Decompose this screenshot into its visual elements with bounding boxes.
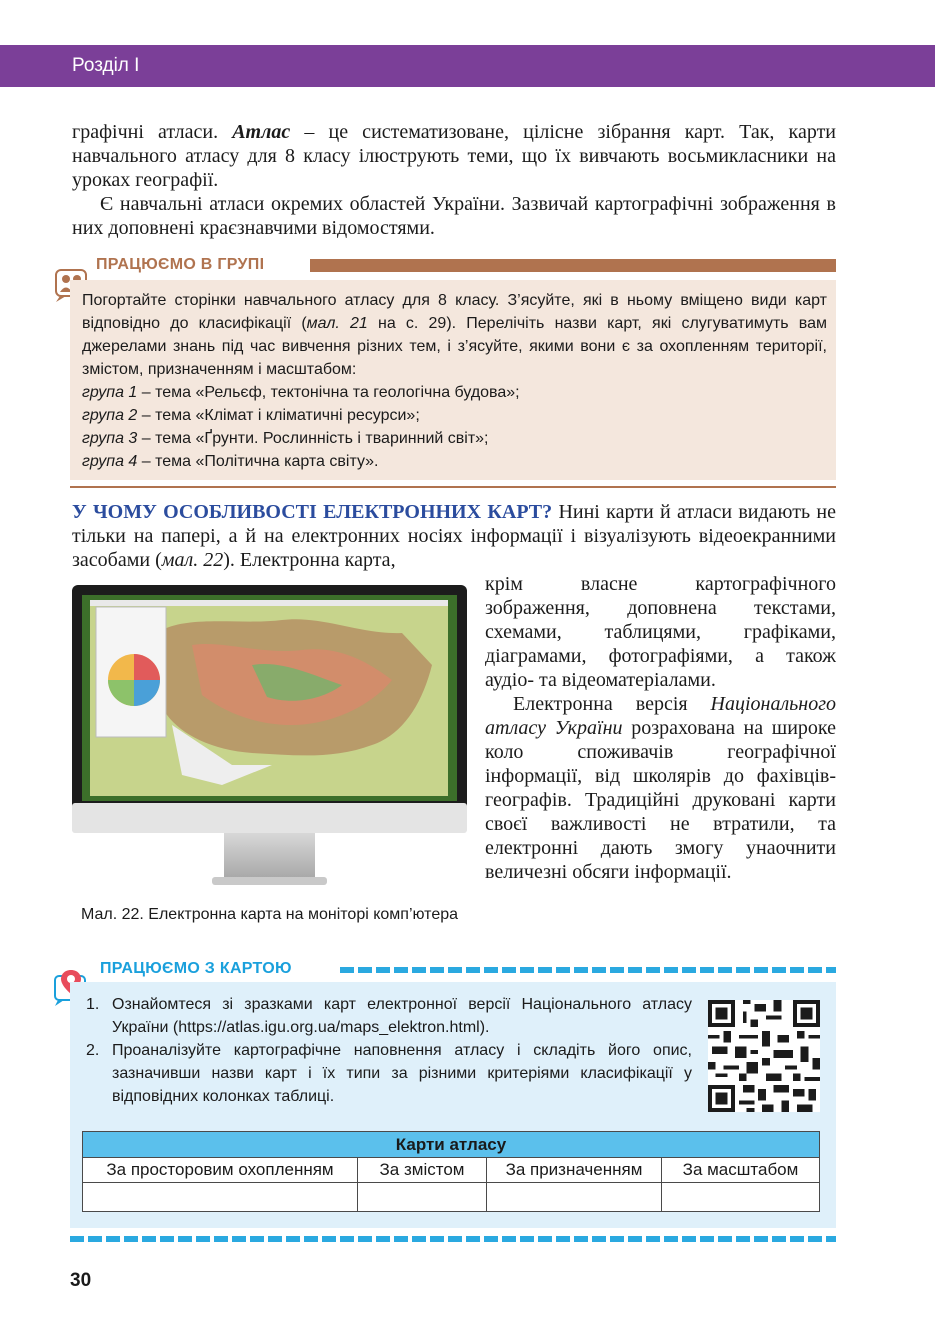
group-work-title-bar (310, 259, 836, 272)
electronic-maps-body (485, 572, 836, 884)
section-label: Розділ І (72, 55, 140, 76)
body-paragraph-2: Електронна версія Національного атласу України розрахована на широке коло споживачів географічної інформації, від школярів до фахівців-географів. Традиційні друковані карти своєї важливості не втратили, та електронні дають змогу унаочнити величезні обсяги інформації. (485, 693, 836, 883)
electronic-maps-lead: У ЧОМУ ОСОБЛИВОСТІ ЕЛЕКТРОННИХ КАРТ? Нині карти й атласи видають не тільки на папері, а й на електронних носіях інформації і візуалізують відеоекранними засобами (мал. 22). Електронна карта, (72, 501, 836, 571)
table-cell[interactable] (358, 1183, 487, 1212)
group-work-title-row (96, 256, 836, 276)
table-cell[interactable] (83, 1183, 358, 1212)
map-work-title: ПРАЦЮЄМО З КАРТОЮ (100, 960, 292, 977)
map-work-title-rule (340, 967, 836, 973)
group-work-instructions: Погортайте сторінки навчального атласу для 8 класу. З’ясуйте, які в ньому вміщено види карт відповідно до класифікації (мал. 21 на с. 29). Перелічіть назви карт, які слугуватимуть вам джерелами знань під час вивчення різних тем, і з’ясуйте, якими вони є за охопленням території, змістом, призначенням і масштабом: (82, 292, 827, 378)
group-item: група 2 – тема «Клімат і кліматичні ресурси»; (82, 407, 420, 424)
map-work-tasks (86, 993, 692, 1108)
section-header-bar (0, 45, 935, 87)
term-atlas: Атлас (232, 121, 291, 143)
column-header: За просторовим охопленням (83, 1158, 358, 1183)
table-cell[interactable] (487, 1183, 662, 1212)
atlas-maps-table (82, 1131, 820, 1212)
group-item: група 1 – тема «Рельєф, тектонічна та геологічна будова»; (82, 384, 520, 401)
intro-paragraph-1: графічні атласи. Атлас – це систематизоване, цілісне зібрання карт. Так, карти навчального атласу для 8 класу ілюструють теми, що їх вивчають восьмикласники на уроках географії. (72, 121, 837, 191)
list-item: 2. Проаналізуйте картографічне наповнення атласу і складіть його опис, зазначивши назви карт і їх типи за різними критеріями класифікації у відповідних колонках таблиці. (86, 1042, 692, 1105)
table-title: Карти атласу (83, 1132, 820, 1158)
group-work-text (82, 289, 827, 473)
table-header-row (83, 1158, 820, 1183)
page-number: 30 (70, 1270, 92, 1291)
table-row (83, 1183, 820, 1212)
map-work-bottom-rule (70, 1236, 836, 1242)
column-header: За масштабом (662, 1158, 820, 1183)
figure-caption: Мал. 22. Електронна карта на моніторі комп’ютера (80, 906, 459, 923)
intro-text (72, 120, 836, 240)
column-header: За змістом (358, 1158, 487, 1183)
computer-monitor-illustration (72, 585, 467, 895)
body-paragraph-1: крім власне картографічного зображення, доповнена текстами, схемами, таблицями, графіками, діаграмами, фотографіями, а також аудіо- та відеоматеріалами. (485, 573, 836, 691)
group-work-bottom-rule (70, 486, 836, 488)
qr-code[interactable] (708, 1000, 820, 1112)
group-item: група 3 – тема «Ґрунти. Рослинність і тваринний світ»; (82, 430, 489, 447)
column-header: За призначенням (487, 1158, 662, 1183)
group-work-title: ПРАЦЮЄМО В ГРУПІ (96, 256, 265, 273)
intro-paragraph-2: Є навчальні атласи окремих областей України. Зазвичай картографічні зображення в них доповнені краєзнавчими відомостями. (72, 193, 836, 239)
table-cell[interactable] (662, 1183, 820, 1212)
group-item: група 4 – тема «Політична карта світу». (82, 453, 379, 470)
table-title-row (83, 1132, 820, 1158)
list-item: 1. Ознайомтеся зі зразками карт електронної версії Національного атласу України (https://atlas.igu.org.ua/maps_elektron.html). (86, 996, 692, 1036)
section-heading: У ЧОМУ ОСОБЛИВОСТІ ЕЛЕКТРОННИХ КАРТ? (72, 501, 553, 523)
